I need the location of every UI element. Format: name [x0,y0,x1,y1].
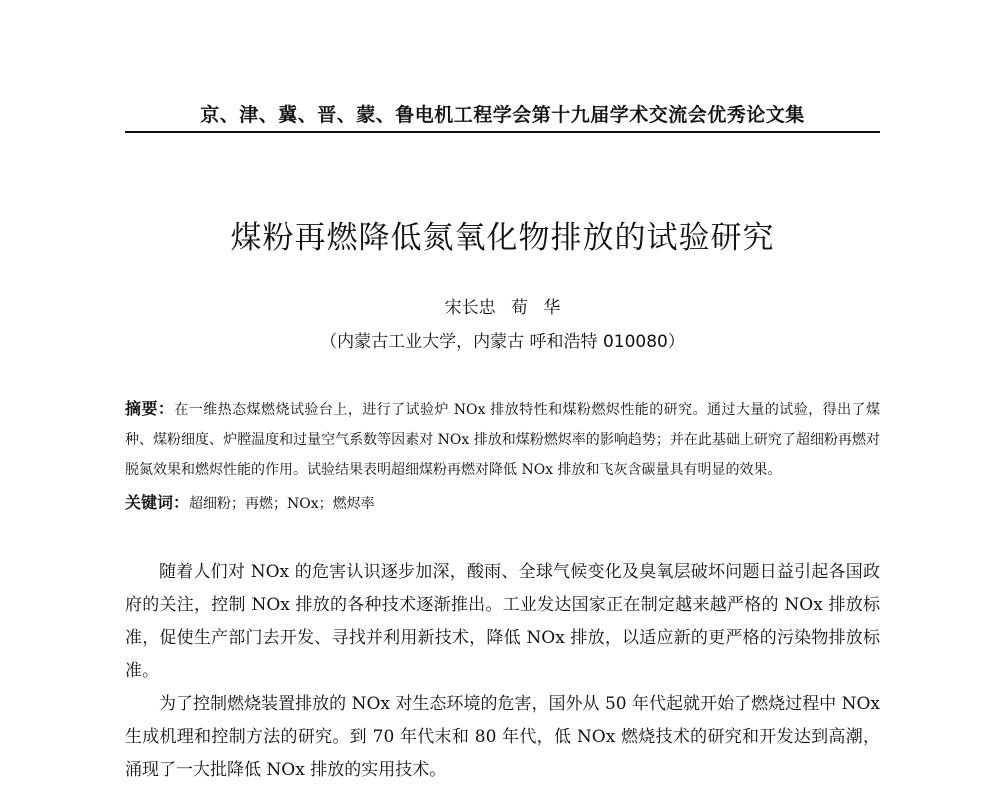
running-header: 京、津、冀、晋、蒙、鲁电机工程学会第十九届学术交流会优秀论文集 [200,104,805,126]
paper-title: 煤粉再燃降低氮氧化物排放的试验研究 [230,220,775,256]
body-paragraph-1: 随着人们对 NOx 的危害认识逐步加深，酸雨、全球气候变化及臭氧层破坏问题日益引起各国政府的关注，控制 NOx 排放的各种技术逐渐推出。工业发达国家正在制定越来越严格的 NOx 排放标准，促使生产部门去开发、寻找并利用新技术，降低 NOx 排放，以适应新的更严格的污染物排放标准。 [125,562,880,681]
body-text [125,556,880,787]
authors: 宋长忠 荀 华 [444,298,561,318]
abstract-text: 在一维热态煤燃烧试验台上，进行了试验炉 NOx 排放特性和煤粉燃烬性能的研究。通过大量的试验，得出了煤种、煤粉细度、炉膛温度和过量空气系数等因素对 NOx 排放和煤粉燃烬率的影响趋势；并在此基础上研究了超细粉再燃对脱氮效果和燃烬性能的作用。试验结果表明超细煤粉再燃对降低 NOx 排放和飞灰含碳量具有明显的效果。 [125,402,880,478]
abstract-label: 摘要： [125,399,175,418]
header-rule [125,131,880,133]
affiliation: （内蒙古工业大学，内蒙古 呼和浩特 010080） [320,332,685,352]
body-paragraph-2: 为了控制燃烧装置排放的 NOx 对生态环境的危害，国外从 50 年代起就开始了燃烧过程中 NOx 生成机理和控制方法的研究。到 70 年代末和 80 年代，低 NOx 燃烧技术的研究和开发达到高潮，涌现了一大批降低 NOx 排放的实用技术。 [125,694,880,780]
keywords [125,488,880,519]
abstract [125,394,880,485]
keywords-text: 超细粉；再燃；NOx；燃烬率 [189,496,375,512]
keywords-label: 关键词： [125,493,190,512]
